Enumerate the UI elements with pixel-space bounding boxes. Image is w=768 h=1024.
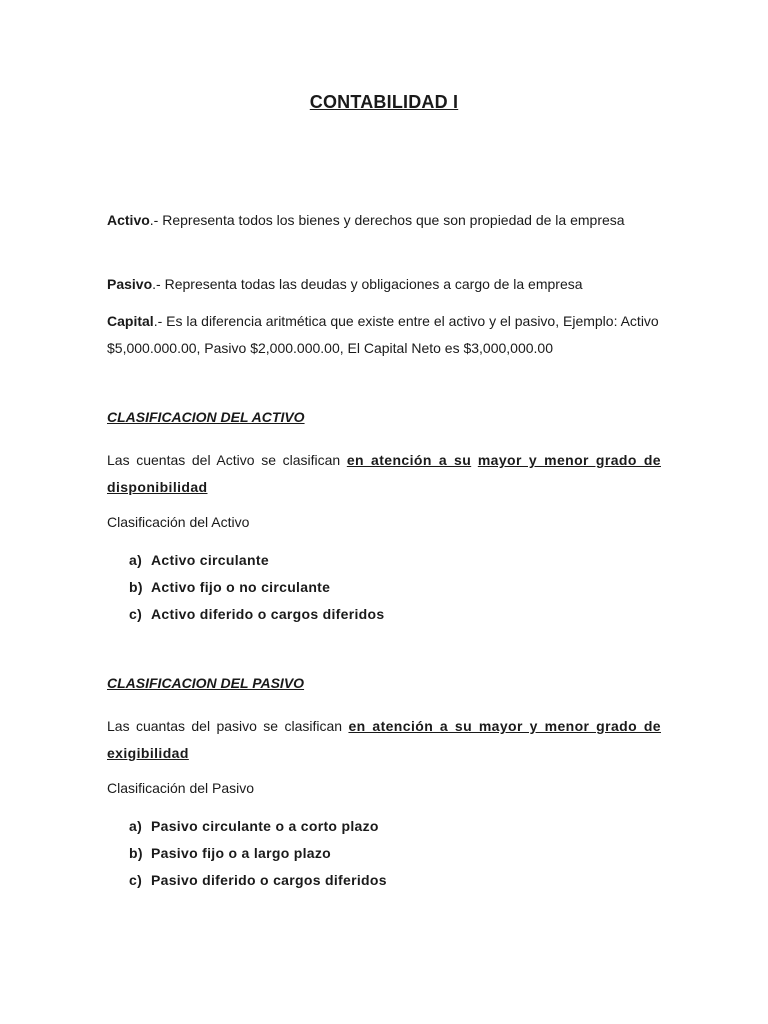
term-activo-separator: .- [149, 212, 159, 228]
list-item [129, 574, 384, 601]
definition-activo [107, 207, 661, 234]
pasivo-intro-emphasis: en atención a su mayor y menor grado de exigibilidad [107, 718, 661, 761]
page-title: CONTABILIDAD I [309, 92, 459, 112]
term-capital: Capital [107, 313, 154, 329]
term-activo: Activo [107, 212, 150, 228]
activo-intro [107, 447, 661, 501]
definition-capital [107, 308, 661, 362]
pasivo-subheading: Clasificación del Pasivo [107, 780, 255, 796]
activo-intro-emphasis-1: en atención a su [346, 452, 472, 468]
activo-classification-list [129, 547, 384, 628]
definition-capital-text: Es la diferencia aritmética que existe entre el activo y el pasivo, Ejemplo: Activo $5,000.000.00, Pasivo $2,000.000.00, El Capital Neto es $3,000,000.00 [107, 313, 659, 356]
list-item-label: Activo fijo o no circulante [151, 579, 331, 595]
section-heading-activo: CLASIFICACION DEL ACTIVO [107, 409, 305, 425]
term-pasivo: Pasivo [107, 276, 153, 292]
list-item [129, 867, 387, 894]
pasivo-intro-text: Las cuantas del pasivo se clasifican [107, 718, 349, 734]
list-item-marker: a) [129, 552, 143, 568]
list-item-marker: a) [129, 818, 143, 834]
list-item-marker: b) [129, 845, 143, 861]
list-item-marker: c) [129, 606, 143, 622]
activo-intro-emphasis-2: mayor y menor grado de disponibilidad [107, 452, 661, 495]
activo-subheading: Clasificación del Activo [107, 514, 250, 530]
list-item-label: Activo circulante [151, 552, 269, 568]
pasivo-classification-list [129, 813, 387, 894]
activo-intro-text: Las cuentas del Activo se clasifican [107, 452, 347, 468]
list-item [129, 601, 384, 628]
list-item-label: Pasivo fijo o a largo plazo [151, 845, 332, 861]
definition-pasivo-text: Representa todas las deudas y obligaciones a cargo de la empresa [160, 276, 583, 292]
pasivo-intro [107, 713, 661, 767]
list-item [129, 547, 384, 574]
list-item-label: Pasivo circulante o a corto plazo [151, 818, 379, 834]
term-pasivo-separator: .- [152, 276, 161, 292]
list-item-label: Pasivo diferido o cargos diferidos [151, 872, 387, 888]
list-item-marker: b) [129, 579, 143, 595]
list-item-marker: c) [129, 872, 143, 888]
term-capital-separator: .- [153, 313, 163, 329]
section-heading-pasivo: CLASIFICACION DEL PASIVO [107, 675, 305, 691]
definition-activo-text: Representa todos los bienes y derechos que son propiedad de la empresa [158, 212, 625, 228]
list-item-label: Activo diferido o cargos diferidos [151, 606, 385, 622]
activo-intro-space [471, 452, 478, 468]
list-item [129, 813, 387, 840]
definition-pasivo [107, 271, 661, 298]
list-item [129, 840, 387, 867]
